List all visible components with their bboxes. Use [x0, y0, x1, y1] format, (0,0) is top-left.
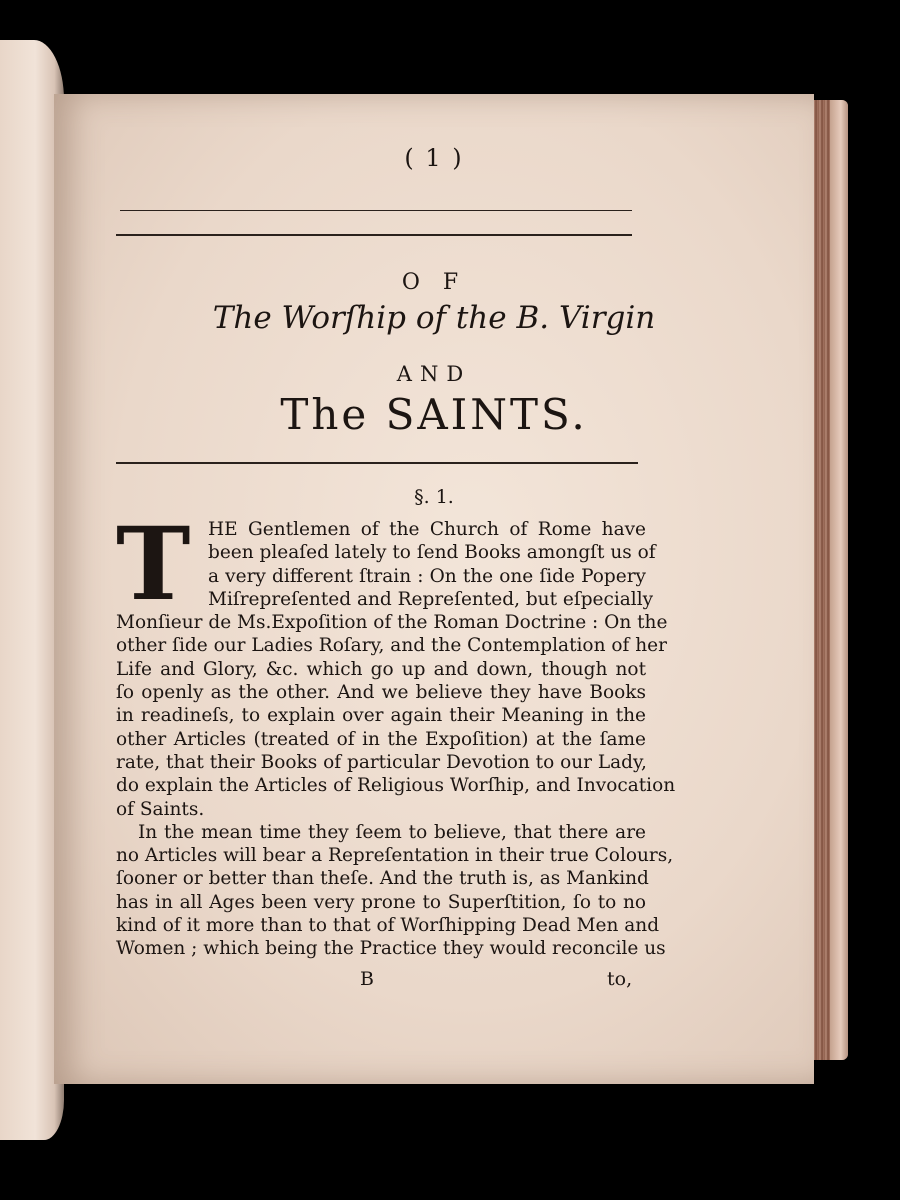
drop-cap: T	[116, 505, 191, 623]
book-page	[54, 94, 814, 1084]
catchword: to,	[607, 968, 633, 990]
text-line: of Saints.	[116, 798, 205, 820]
title-worship: The Worſhip of the B. Virgin	[212, 300, 656, 336]
text-line: Life and Glory, &c. which go up and down, though not	[116, 658, 646, 680]
text-line: has in all Ages been very prone to Superſtition, ſo to no	[116, 891, 646, 913]
title-of: O F	[401, 270, 467, 295]
title-rule	[116, 462, 638, 464]
text-line: HE Gentlemen of the Church of Rome have	[208, 519, 646, 540]
text-line: Monſieur de Ms.Expoſition of the Roman Doctrine : On the	[116, 612, 668, 634]
text-line: Miſrepreſented and Repreſented, but eſpecially	[208, 588, 654, 610]
text-line: rate, that their Books of particular Devotion to our Lady,	[116, 751, 647, 773]
section-mark: §. 1.	[414, 486, 454, 508]
text-line: been pleaſed lately to ſend Books amongſt us of	[208, 542, 656, 564]
text-line: no Articles will bear a Repreſentation in their true Colours,	[116, 845, 674, 867]
text-line: other Articles (treated of in the Expoſition) at the ſame	[116, 728, 646, 750]
header-rule-thick	[116, 234, 632, 236]
signature-mark: B	[360, 968, 374, 990]
text-line: ſooner or better than theſe. And the truth is, as Mankind	[116, 868, 649, 890]
text-line: ſo openly as the other. And we believe they have Books	[116, 682, 646, 704]
text-line: Women ; which being the Practice they would reconcile us	[116, 938, 666, 960]
title-and: AND	[396, 362, 472, 386]
text-line: a very different ſtrain : On the one ſide Popery	[208, 565, 646, 587]
body-text	[116, 518, 676, 961]
text-line: In the mean time they ſeem to believe, that there are	[138, 821, 646, 843]
text-line: in readineſs, to explain over again their Meaning in the	[116, 705, 646, 727]
header-rule-thin	[120, 210, 632, 211]
text-line: kind of it more than to that of Worſhipping Dead Men and	[116, 915, 660, 937]
text-line: do explain the Articles of Religious Worſhip, and Invocation	[116, 775, 676, 797]
title-saints: The SAINTS.	[280, 390, 588, 439]
page-number: ( 1 )	[404, 144, 464, 172]
text-line: other ſide our Ladies Roſary, and the Contemplation of her	[116, 635, 667, 657]
